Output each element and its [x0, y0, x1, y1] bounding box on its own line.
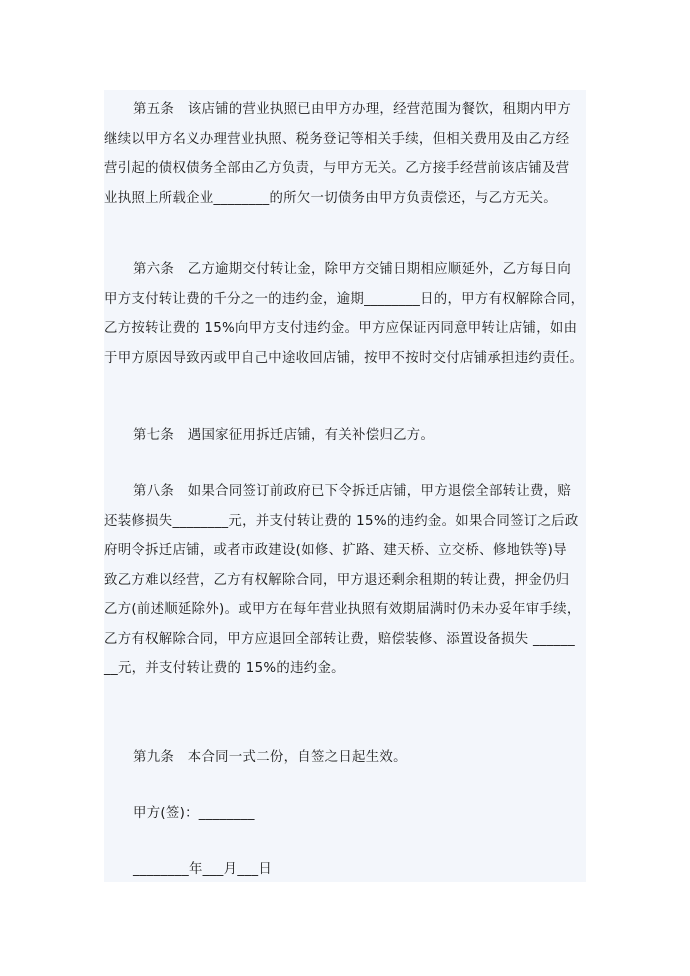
text-line: __元，并支付转让费的 15%的违约金。	[104, 661, 345, 676]
text-line: 继续以甲方名义办理营业执照、税务登记等相关手续，但相关费用及由乙方经	[104, 131, 570, 147]
article-5	[104, 95, 586, 213]
text-line: 第八条 如果合同签订前政府已下令拆迁店铺，甲方退偿全部转让费，赔	[133, 484, 572, 499]
text-line: 于甲方原因导致丙或甲自己中途收回店铺，按甲不按时交付店铺承担违约责任。	[104, 350, 584, 366]
text-line: 业执照上所载企业________的所欠一切债务由甲方负责偿还，与乙方无关。	[104, 190, 557, 206]
text-line: 乙方有权解除合同，甲方应退回全部转让费，赔偿装修、添置设备损失 ______	[104, 631, 575, 647]
text-line: 第七条 遇国家征用拆迁店铺，有关补偿归乙方。	[133, 428, 435, 443]
text-line: 府明令拆迁店铺，或者市政建设(如修、扩路、建天桥、立交桥、修地铁等)导	[104, 543, 567, 558]
article-6	[104, 255, 586, 373]
text-line: 乙方按转让费的 15%向甲方支付违约金。甲方应保证丙同意甲转让店铺，如由	[104, 321, 578, 336]
article-8	[104, 477, 586, 684]
signature-date	[104, 855, 586, 885]
article-7	[104, 421, 586, 451]
text-line: 还装修损失________元，并支付转让费的 15%的违约金。如果合同签订之后政	[104, 513, 579, 529]
article-9	[104, 743, 586, 773]
date-line: ________年___月___日	[133, 862, 273, 877]
party-a-signature-line: 甲方(签)：________	[133, 806, 255, 821]
text-line: 第五条 该店铺的营业执照已由甲方办理，经营范围为餐饮，租期内甲方	[133, 102, 572, 117]
text-line: 第六条 乙方逾期交付转让金，除甲方交铺日期相应顺延外，乙方每日向	[133, 262, 572, 277]
text-line: 第九条 本合同一式二份，自签之日起生效。	[133, 750, 407, 765]
text-line: 甲方支付转让费的千分之一的违约金，逾期________日的，甲方有权解除合同，	[104, 291, 585, 307]
signature-party-a	[104, 799, 586, 829]
text-line: 营引起的债权债务全部由乙方负责，与甲方无关。乙方接手经营前该店铺及营	[104, 161, 570, 176]
text-line: 乙方(前述顺延除外)。或甲方在每年营业执照有效期届满时仍未办妥年审手续，	[104, 602, 581, 617]
text-line: 致乙方难以经营，乙方有权解除合同，甲方退还剩余租期的转让费，押金仍归	[104, 572, 570, 588]
